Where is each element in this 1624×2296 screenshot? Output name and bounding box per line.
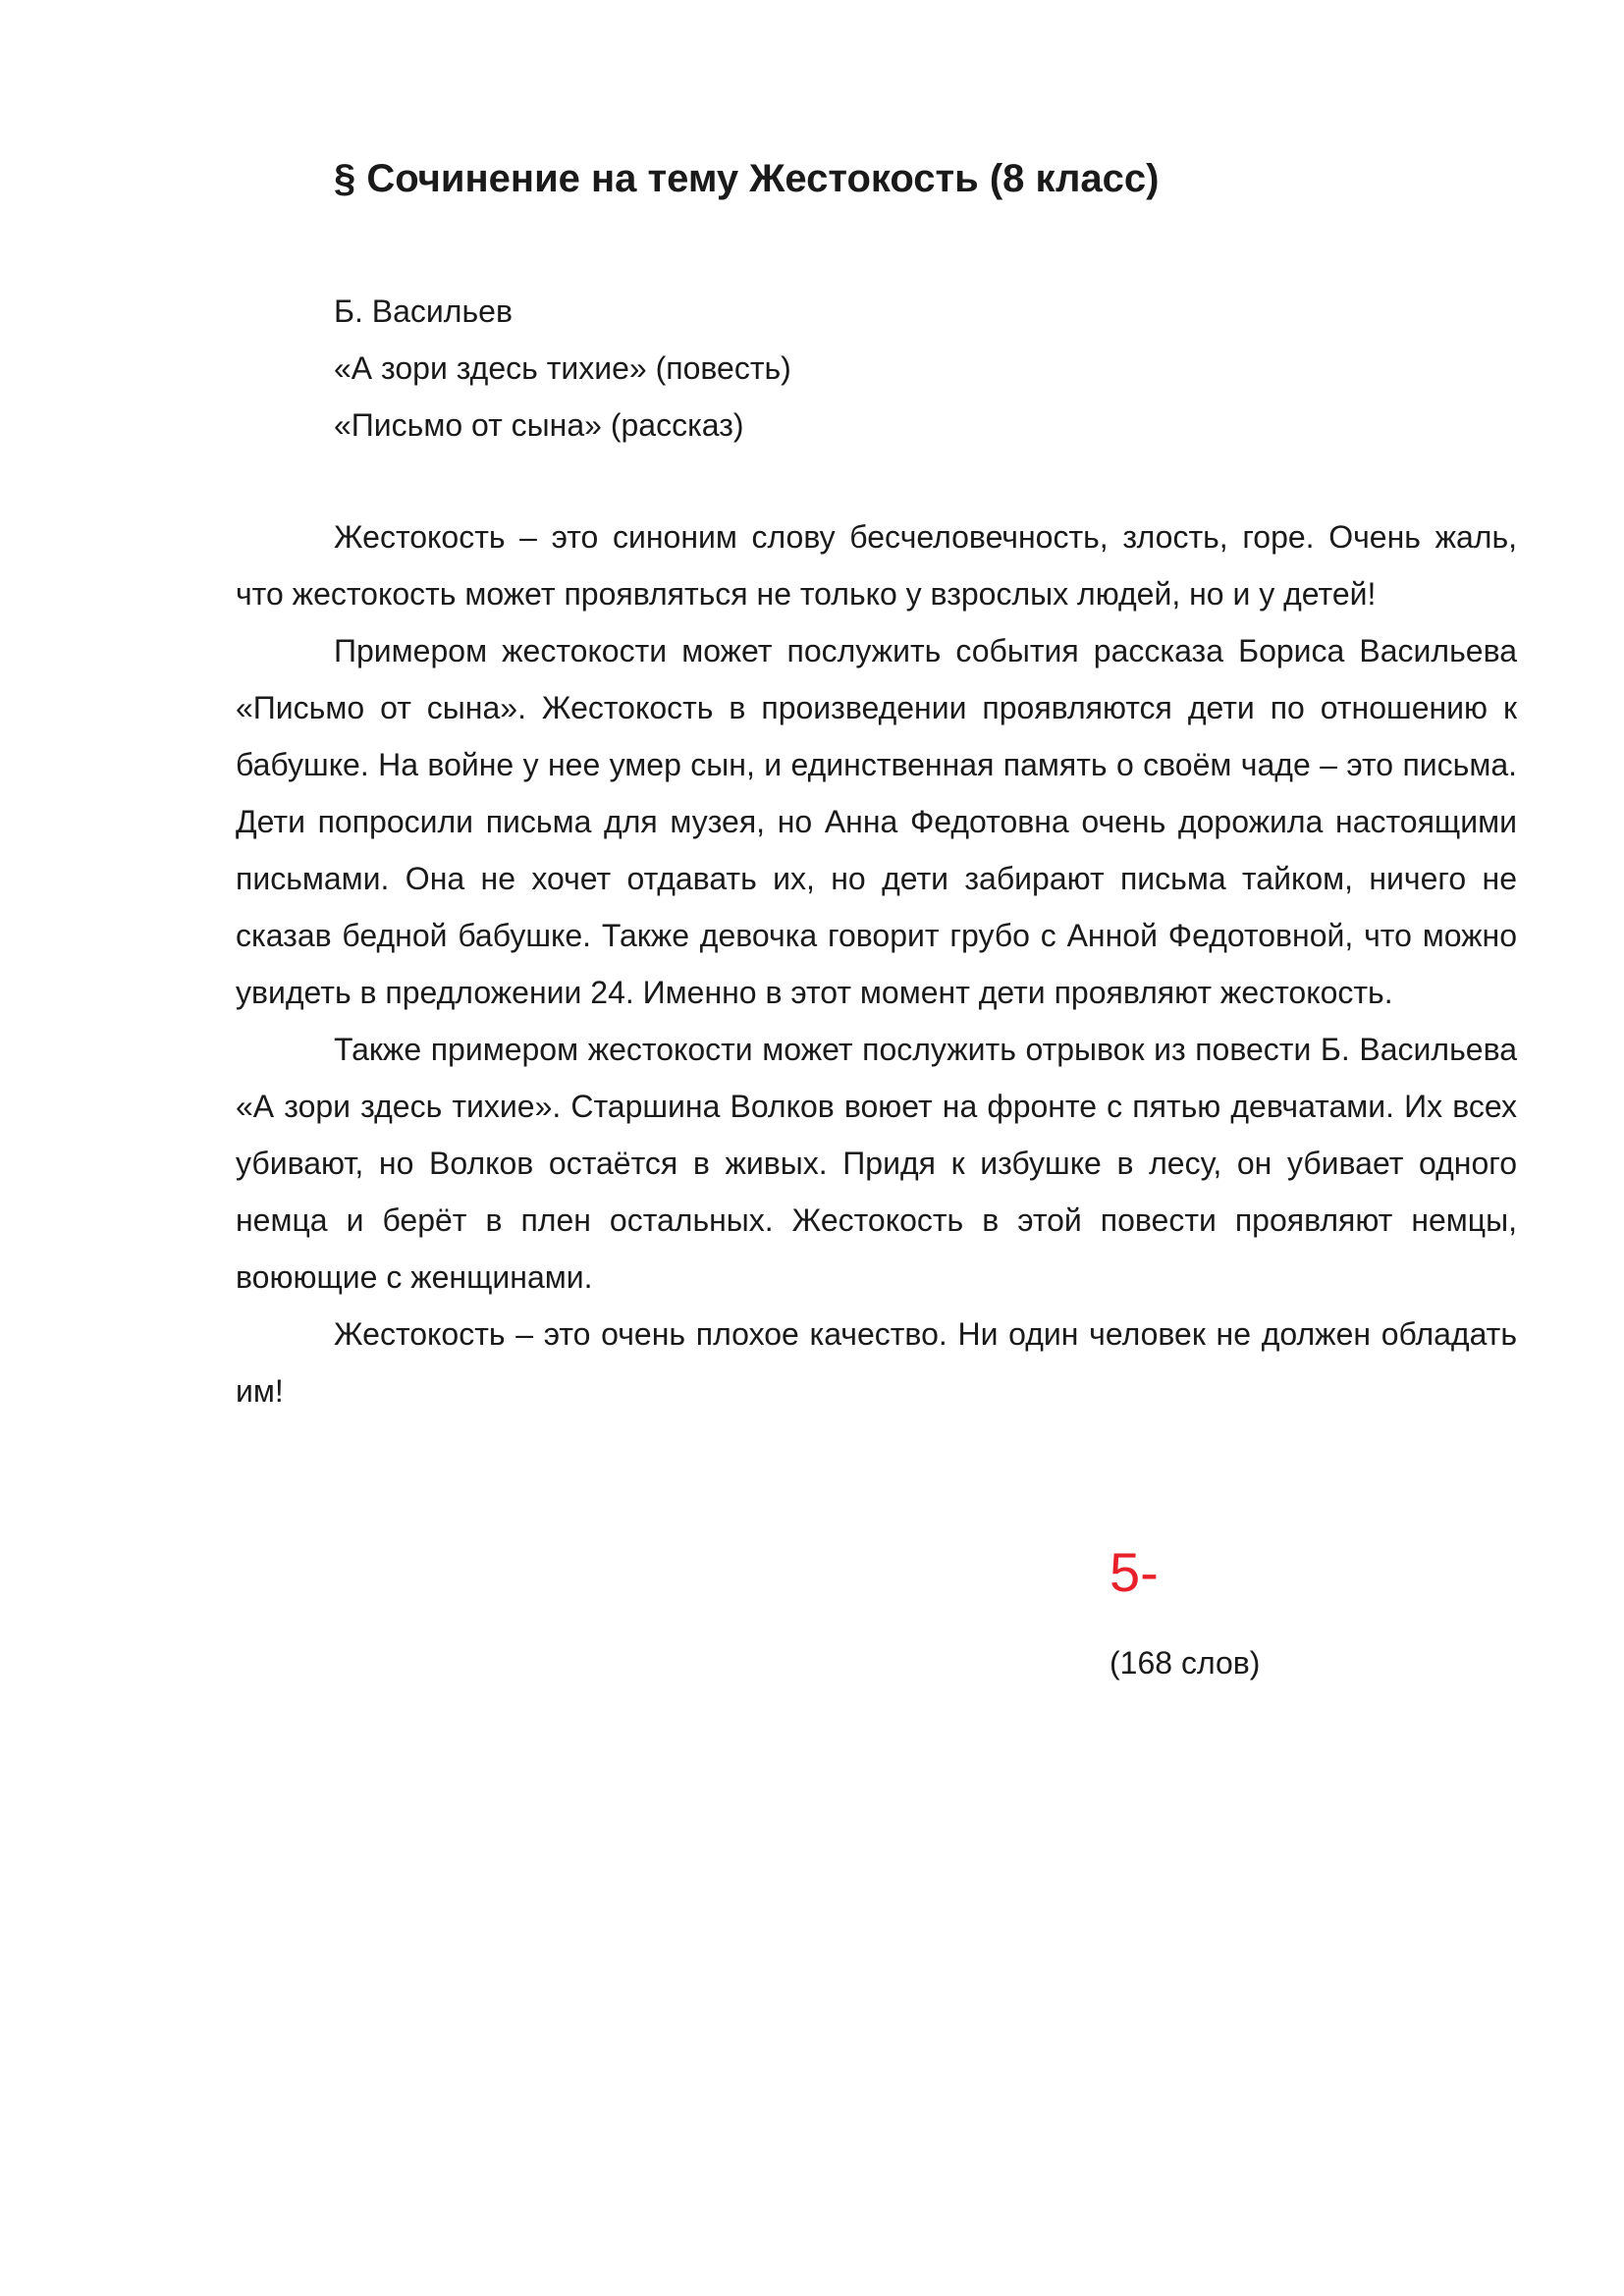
grade-mark: 5- [1110, 1541, 1159, 1603]
essay-paragraph-4: Жестокость – это очень плохое качество. Ни один человек не должен обладать им! [236, 1316, 1517, 1409]
source-work-2: «Письмо от сына» (рассказ) [334, 407, 744, 443]
word-count: (168 слов) [1110, 1645, 1261, 1681]
source-list [334, 283, 1414, 454]
source-work-1: «А зори здесь тихие» (повесть) [334, 350, 791, 386]
essay-paragraph-2: Примером жестокости может послужить события рассказа Бориса Васильева «Письмо от сына». Жестокость в произведении проявляются дети по отношению к бабушке. На войне у нее умер сын, и единственная память о своём чаде – это письма. Дети попросили письма для музея, но Анна Федотовна очень дорожила настоящими письмами. Она не хочет отдавать их, но дети забирают письма тайком, ничего не сказав бедной бабушке. Также девочка говорит грубо с Анной Федотовной, что можно увидеть в предложении 24. Именно в этот момент дети проявляют жестокость. [236, 633, 1517, 1010]
essay-paragraph-3: Также примером жестокости может послужить отрывок из повести Б. Васильева «А зори здесь тихие». Старшина Волков воюет на фронте с пятью девчатами. Их всех убивают, но Волков остаётся в живых. Придя к избушке в лесу, он убивает одного немца и берёт в плен остальных. Жестокость в этой повести проявляют немцы, воюющие с женщинами. [236, 1032, 1517, 1295]
source-author: Б. Васильев [334, 294, 513, 329]
page-title: § Сочинение на тему Жестокость (8 класс) [334, 157, 1160, 200]
essay-paragraph-1: Жестокость – это синоним слову бесчеловечность, злость, горе. Очень жаль, что жестокость может проявляться не только у взрослых людей, но и у детей! [236, 519, 1517, 612]
essay-body [236, 508, 1517, 1419]
